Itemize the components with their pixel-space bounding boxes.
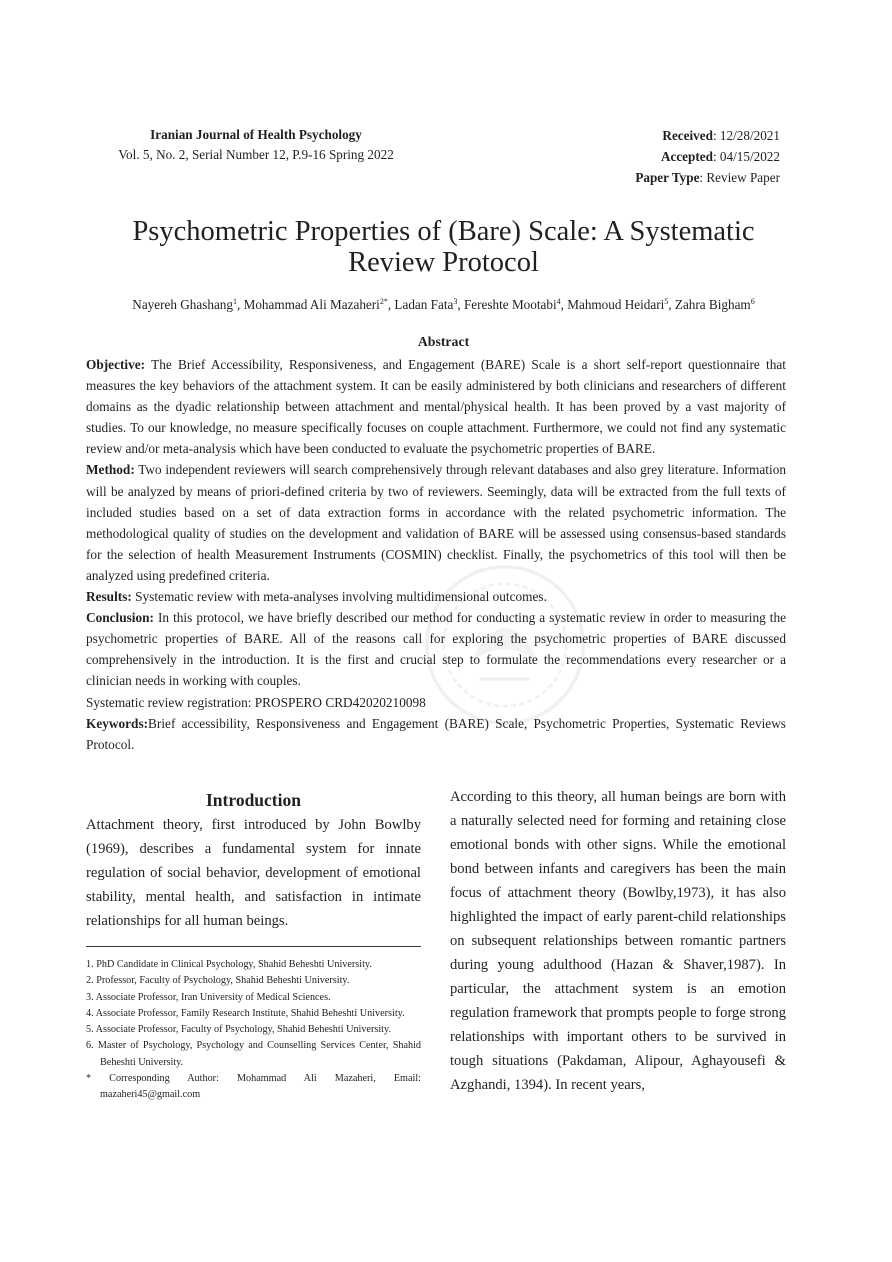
received-date (635, 125, 780, 146)
results-text: Systematic review with meta-analyses involving multidimensional outcomes. (131, 589, 547, 605)
abstract-registration: Systematic review registration: PROSPERO CRD42020210098 (86, 694, 426, 710)
affiliation-footnotes (86, 957, 421, 1104)
author-name: Mahmoud Heidari (567, 297, 665, 312)
keywords-label: Keywords: (86, 715, 149, 731)
author-name: Nayereh Ghashang (132, 297, 233, 312)
journal-info (86, 125, 426, 165)
paper-title (86, 216, 801, 278)
author-affiliation-mark: 2* (379, 297, 388, 306)
conclusion-text: In this protocol, we have briefly described our method for conducting a systematic review in order to measuring the psychometric properties of BARE. All of the reasons call for exploring the psychometric properties of BARE discussed comprehensively in the introduction. It is the first and crucial step to formulate the recommendations every researcher or a clinician needs in working with couples. (86, 610, 786, 689)
paper-type (635, 167, 780, 188)
footnote: 2. Professor, Faculty of Psychology, Shahid Beheshti University. (86, 975, 350, 987)
method-text: Two independent reviewers will search comprehensively through relevant databases and also grey literature. Information will be analyzed by means of priori-defined criteria by two of reviewers. Seemingly, data will be extracted from the full texts of included studies based on a set of data extraction forms in accordance with the related psychometric information. The methodological quality of studies on the development and validation of BARE will be assessed using consensus-based standards for the selection of health Measurement Instruments (COSMIN) checklist. Finally, the psychometrics of this tool will then be analyzed using predefined criteria. (86, 462, 786, 583)
abstract-results (86, 586, 786, 607)
author-affiliation-mark: 1 (233, 297, 237, 306)
accepted-label: Accepted (660, 149, 713, 164)
accepted-date (635, 146, 780, 167)
journal-issue: Vol. 5, No. 2, Serial Number 12, P.9-16 Spring 2022 (118, 147, 394, 162)
results-label: Results: (86, 589, 132, 605)
introduction-right-column (450, 785, 786, 1097)
author-list: Nayereh Ghashang$^1$, Mohammad Ali Mazaheri$^{2*}$, Ladan Fata$^3$, Fereshte Mootabi$^4$, Mahmoud Heidari$^5$, Zahra Bigham$^6$ (132, 297, 755, 312)
received-value: : 12/28/2021 (712, 128, 780, 143)
author-name: Ladan Fata (394, 297, 454, 312)
paper-meta (635, 125, 780, 188)
footnote: 6. Master of Psychology, Psychology and Counselling Services Center, Shahid Beheshti University. (86, 1040, 421, 1068)
author (394, 297, 457, 312)
abstract-body (86, 354, 786, 755)
author-name: Mohammad Ali Mazaheri (243, 297, 380, 312)
author (244, 297, 388, 312)
footnote: 3. Associate Professor, Iran University of Medical Sciences. (86, 991, 331, 1003)
paper-type-value: : Review Paper (699, 170, 780, 185)
title-line-2: Review Protocol (348, 247, 539, 278)
accepted-value: : 04/15/2022 (712, 149, 780, 164)
author-name: Fereshte Mootabi (463, 297, 557, 312)
introduction-paragraph: Attachment theory, first introduced by John Bowlby (1969), describes a fundamental system for innate regulation of social behavior, development of emotional stability, mental health, and satisfaction in intimate relationships for all human beings. (86, 817, 421, 929)
author (675, 297, 755, 312)
journal-name: Iranian Journal of Health Psychology (150, 127, 362, 142)
footnote: 4. Associate Professor, Family Research Institute, Shahid Beheshti University. (86, 1007, 405, 1019)
paper-type-label: Paper Type (635, 170, 700, 185)
objective-label: Objective: (86, 357, 146, 372)
method-label: Method: (86, 462, 135, 478)
abstract-conclusion (86, 607, 786, 691)
introduction-heading: Introduction (206, 790, 301, 810)
introduction-left-column (86, 788, 421, 933)
author-affiliation-mark: 6 (750, 297, 755, 306)
corresponding-author-footnote: * Corresponding Author: Mohammad Ali Mazaheri, Email: mazaheri45@gmail.com (86, 1073, 421, 1101)
title-line-1: Psychometric Properties of (Bare) Scale: A Systematic (132, 216, 755, 247)
author (132, 297, 237, 312)
abstract-keywords (86, 713, 786, 755)
conclusion-label: Conclusion: (86, 610, 154, 626)
objective-text: The Brief Accessibility, Responsiveness, and Engagement (BARE) Scale is a short self-report questionnaire that measures the key behaviors of the attachment system. It can be easily administered by both clinicians and researchers of different domains as the dyadic relationship between attachment and mental/physical health. It has been proved by a vast majority of studies. To our knowledge, no measure specifically focuses on couple attachment. Furthermore, we could not find any systematic review and/or meta-analysis which have been conducted to evaluate the psychometric properties of BARE. (86, 357, 786, 457)
received-label: Received (662, 128, 713, 143)
author-affiliation-mark: 4 (556, 297, 561, 306)
author-name: Zahra Bigham (674, 297, 751, 312)
author-affiliation-mark: 5 (664, 297, 669, 306)
author (567, 297, 668, 312)
introduction-paragraph-continued: According to this theory, all human beings are born with a naturally selected need for forming and retaining close emotional bonds with other signs. While the emotional bond between infants and caregivers has been the main focus of attachment theory (Bowlby,1973), it has also highlighted the impact of early parent-child relationships on subsequent relationships between romantic partners during young adulthood (Hazan & Shaver,1987). In particular, the attachment system is an emotion regulation framework that prompts people to forge strong relationships with important others to be survived in tough situations (Pakdaman, Alipour, Aghayousefi & Azghandi, 1394). In recent years, (450, 789, 786, 1093)
author-affiliation-mark: 3 (453, 297, 458, 306)
footnote: 5. Associate Professor, Faculty of Psychology, Shahid Beheshti University. (86, 1024, 391, 1036)
footnote: 1. PhD Candidate in Clinical Psychology, Shahid Beheshti University. (86, 959, 372, 970)
abstract-heading: Abstract (417, 334, 470, 349)
footnote-divider (86, 946, 421, 947)
abstract-method (86, 459, 786, 586)
keywords-text: Brief accessibility, Responsiveness and Engagement (BARE) Scale, Psychometric Properties, Systematic Reviews Protocol. (86, 715, 786, 752)
author (464, 297, 561, 312)
abstract-objective (86, 354, 786, 459)
